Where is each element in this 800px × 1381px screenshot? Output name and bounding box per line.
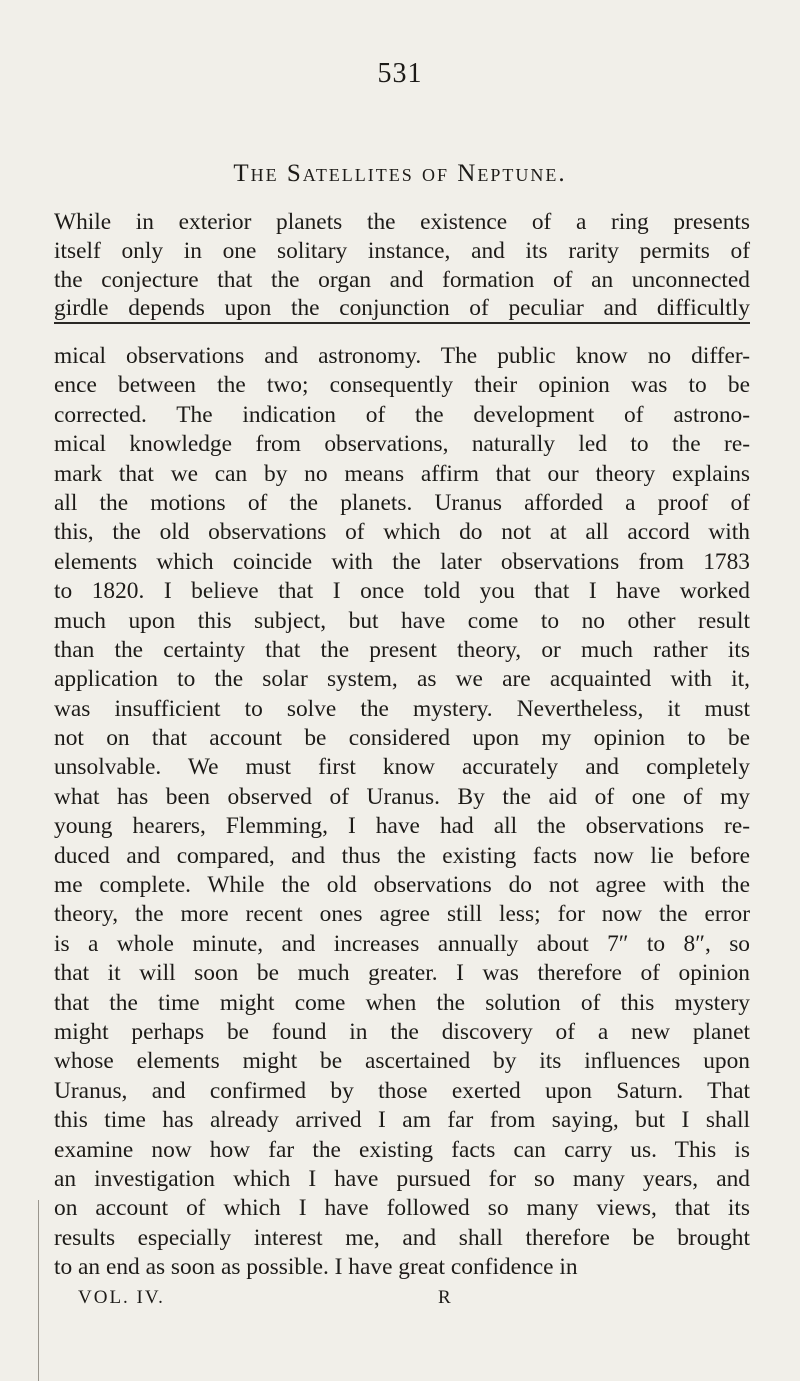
- body-paragraph: [54, 342, 750, 1283]
- text-line: that it will soon be much greater. I was therefore of opinion: [54, 960, 750, 987]
- text-line: young hearers, Flemming, I have had all the observations re-: [54, 813, 750, 840]
- text-line: that the time might come when the solution of this mystery: [54, 989, 750, 1016]
- text-line: much upon this subject, but have come to no other result: [54, 607, 750, 634]
- page-footer: [78, 1287, 478, 1309]
- text-line: theory, the more recent ones agree still less; for now the error: [54, 901, 750, 928]
- text-line: examine now how far the existing facts can carry us. This is: [54, 1136, 750, 1163]
- text-line: duced and compared, and thus the existing facts now lie before: [54, 842, 750, 869]
- text-line: application to the solar system, as we are acquainted with it,: [54, 666, 750, 693]
- text-line: mical observations and astronomy. The public know no differ-: [54, 343, 750, 369]
- text-line: than the certainty that the present theory, or much rather its: [54, 636, 750, 663]
- divider-rule: [54, 322, 750, 324]
- text-line: is a whole minute, and increases annually about 7″ to 8″, so: [54, 930, 750, 957]
- text-line: ence between the two; consequently their opinion was to be: [54, 372, 750, 399]
- text-line: to 1820. I believe that I once told you that I have worked: [54, 578, 750, 605]
- text-line: mical knowledge from observations, naturally led to the re-: [54, 431, 750, 458]
- text-line: corrected. The indication of the development of astrono-: [54, 401, 750, 428]
- text-line: this time has already arrived I am far from saying, but I shall: [54, 1107, 750, 1134]
- text-line: to an end as soon as possible. I have great confidence in: [54, 1254, 578, 1281]
- text-line: mark that we can by no means affirm that our theory explains: [54, 460, 750, 487]
- text-line: unsolvable. We must first know accurately and completely: [54, 754, 750, 781]
- section-title: The Satellites of Neptune.: [233, 160, 567, 187]
- volume-label: VOL. IV.: [78, 1287, 165, 1308]
- text-line: might perhaps be found in the discovery of a new planet: [54, 1018, 750, 1045]
- top-paragraph: [54, 208, 750, 323]
- signature-mark: R: [438, 1287, 453, 1308]
- text-line: whose elements might be ascertained by its influences upon: [54, 1048, 750, 1075]
- text-line: elements which coincide with the later observations from 1783: [54, 548, 750, 575]
- text-line: the conjecture that the organ and formation of an unconnected: [54, 266, 750, 293]
- text-line: girdle depends upon the conjunction of peculiar and difficultly: [54, 295, 750, 322]
- text-line: on account of which I have followed so many views, that its: [54, 1195, 750, 1222]
- text-line: this, the old observations of which do not at all accord with: [54, 519, 750, 546]
- text-line: me complete. While the old observations do not agree with the: [54, 872, 750, 899]
- text-line: While in exterior planets the existence of a ring presents: [54, 209, 750, 235]
- gutter-line: [38, 1200, 39, 1381]
- text-line: not on that account be considered upon my opinion to be: [54, 725, 750, 752]
- text-line: an investigation which I have pursued for so many years, and: [54, 1165, 750, 1192]
- text-line: itself only in one solitary instance, and its rarity permits of: [54, 237, 750, 264]
- text-line: what has been observed of Uranus. By the aid of one of my: [54, 783, 750, 810]
- text-line: Uranus, and confirmed by those exerted upon Saturn. That: [54, 1077, 750, 1104]
- page-number: 531: [377, 58, 423, 89]
- text-line: was insufficient to solve the mystery. Nevertheless, it must: [54, 695, 750, 722]
- text-line: results especially interest me, and shall therefore be brought: [54, 1224, 750, 1251]
- text-line: all the motions of the planets. Uranus afforded a proof of: [54, 489, 750, 516]
